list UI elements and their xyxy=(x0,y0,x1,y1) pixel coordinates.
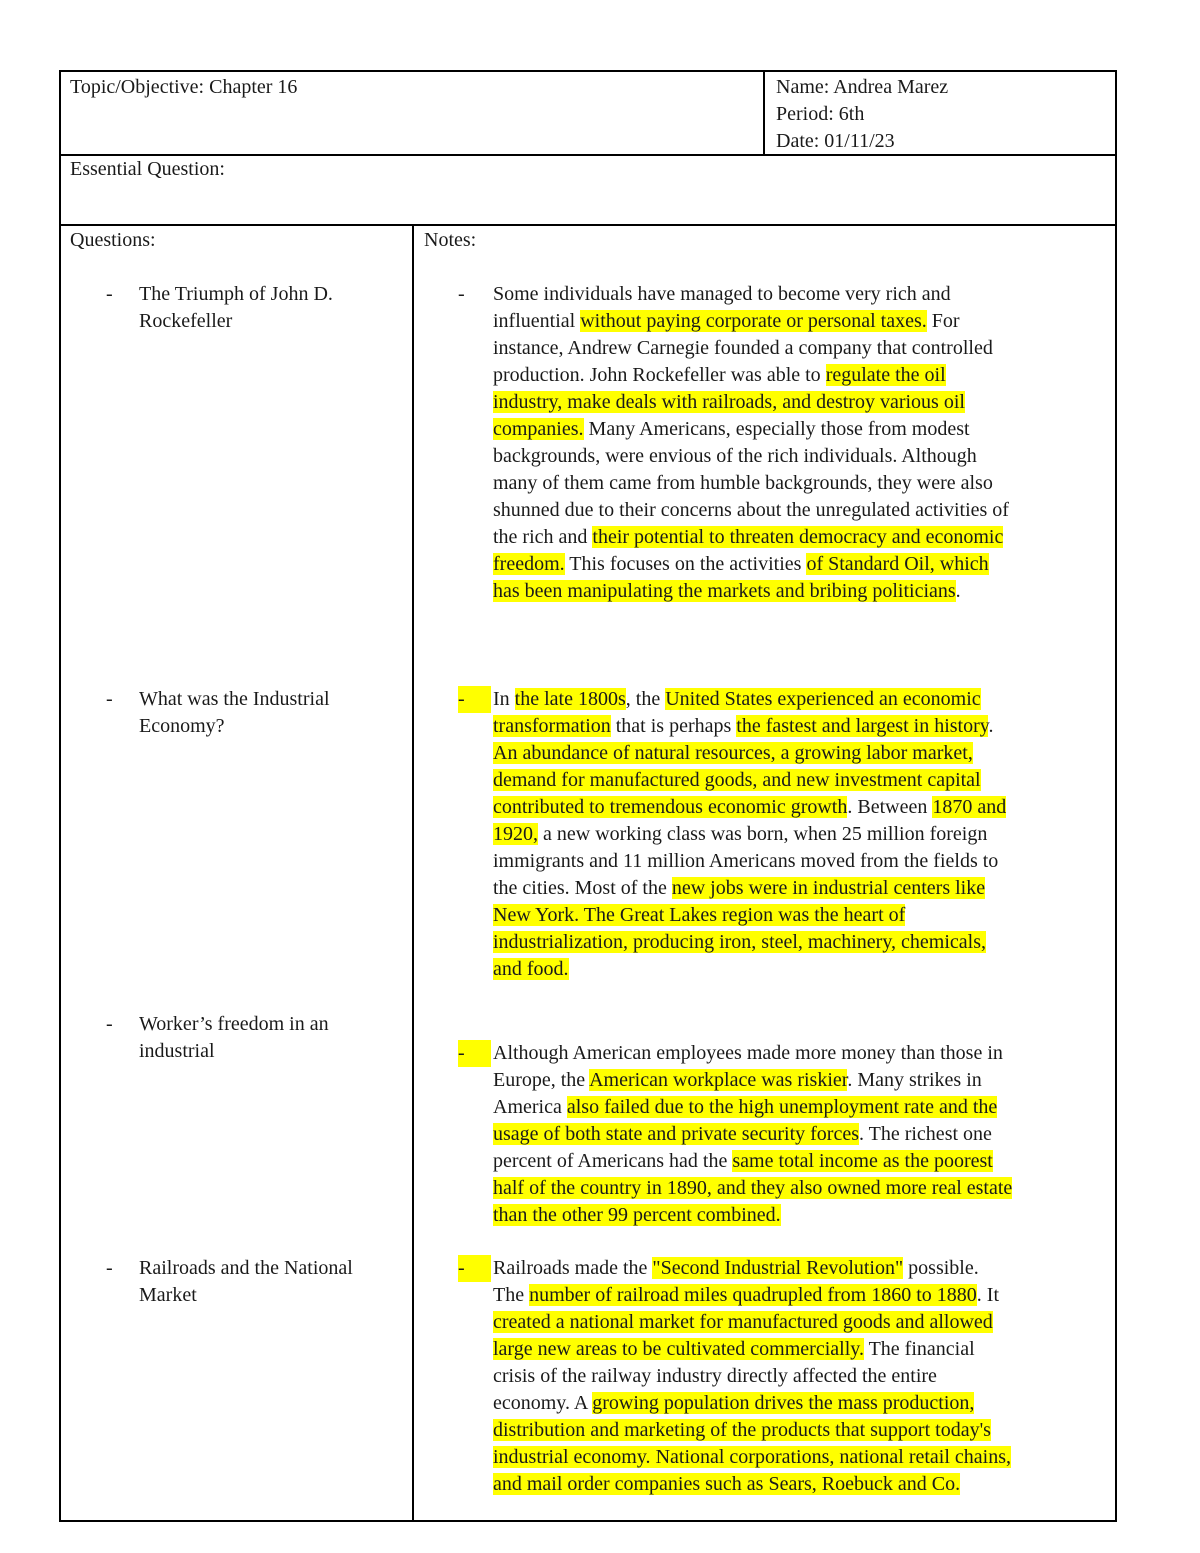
note-text-run: , the xyxy=(625,688,666,710)
highlighted-text: industrialization, producing iron, steel, machinery, chemicals, xyxy=(493,931,986,953)
note-line xyxy=(493,740,1113,767)
note-line xyxy=(493,281,1113,308)
highlighted-text: and mail order companies such as Sears, Roebuck and Co. xyxy=(493,1473,961,1495)
note-line xyxy=(493,335,1113,362)
bullet-dash: - xyxy=(458,283,465,305)
note-line xyxy=(493,1067,1113,1094)
note-text-run: . Between xyxy=(847,796,933,818)
bullet-dash: - xyxy=(458,686,491,713)
note-text-run: Many Americans, especially those from modest xyxy=(583,418,970,440)
note-text-run: . It xyxy=(976,1284,999,1306)
highlighted-text: and food. xyxy=(493,958,569,980)
highlighted-text: industry, make deals with railroads, and destroy various oil xyxy=(493,391,965,413)
highlighted-text: half of the country in 1890, and they also owned more real estate xyxy=(493,1177,1013,1199)
note-text-run: . xyxy=(988,715,994,737)
highlighted-text: transformation xyxy=(493,715,611,737)
note-text-run: Some individuals have managed to become very rich and xyxy=(493,283,951,305)
note-line xyxy=(493,497,1113,524)
note-text-run: The xyxy=(493,1284,530,1306)
note-line xyxy=(493,1148,1113,1175)
highlighted-text: An abundance of natural resources, a growing labor market, xyxy=(493,742,973,764)
bullet-dash: - xyxy=(458,1040,491,1067)
note-text-run: . xyxy=(955,580,961,602)
question-text: Worker’s freedom in an industrial xyxy=(139,1013,329,1062)
highlighted-text: the late 1800s xyxy=(514,688,626,710)
note-line xyxy=(493,308,1113,335)
bullet-dash: - xyxy=(106,283,113,305)
highlighted-text: also failed due to the high unemployment rate and the xyxy=(566,1096,998,1118)
notes-label: Notes: xyxy=(424,229,477,251)
note-line xyxy=(493,794,1113,821)
highlighted-text: American workplace was riskier xyxy=(589,1069,848,1091)
note-line xyxy=(493,578,1113,605)
bullet-dash: - xyxy=(458,1255,491,1282)
note-line xyxy=(493,1282,1113,1309)
note-line xyxy=(493,1175,1113,1202)
highlighted-text: National corporations, national retail chains, xyxy=(650,1446,1012,1468)
topic-objective: Topic/Objective: Chapter 16 xyxy=(70,76,298,98)
bullet-dash: - xyxy=(106,1013,113,1035)
note-line xyxy=(493,1390,1113,1417)
note-text-run: backgrounds, were envious of the rich individuals. Although xyxy=(493,445,977,467)
note-text-run: percent of Americans had the xyxy=(493,1150,733,1172)
questions-label: Questions: xyxy=(70,229,156,251)
highlighted-text: their potential to threaten democracy and economic xyxy=(592,526,1004,548)
highlighted-text: freedom. xyxy=(493,553,565,575)
note-text-run: the cities. Most of the xyxy=(493,877,672,899)
question-text: The Triumph of John D. Rockefeller xyxy=(139,283,333,332)
note-text xyxy=(493,686,1113,983)
note-line xyxy=(493,416,1113,443)
note-text-run: Railroads made the xyxy=(493,1257,653,1279)
highlighted-text: demand for manufactured goods, and new investment capital xyxy=(493,769,981,791)
highlighted-text: without paying corporate or personal taxes. xyxy=(580,310,927,332)
note-line xyxy=(493,713,1113,740)
note-text-run: shunned due to their concerns about the unregulated activities of xyxy=(493,499,1009,521)
note-text xyxy=(493,281,1113,605)
note-text-run: . Many strikes in xyxy=(847,1069,982,1091)
highlighted-text: has been manipulating the markets and bribing politicians xyxy=(493,580,956,602)
note-line xyxy=(493,1121,1113,1148)
note-line xyxy=(493,443,1113,470)
highlighted-text: the fastest and largest in history xyxy=(736,715,989,737)
highlighted-text: regulate the oil xyxy=(825,364,946,386)
header-column-divider xyxy=(763,72,765,154)
note-text-run: many of them came from humble backgrounds, they were also xyxy=(493,472,993,494)
highlighted-text: same total income as the poorest xyxy=(732,1150,993,1172)
note-text-run: For xyxy=(926,310,960,332)
note-line xyxy=(493,821,1113,848)
note-line xyxy=(493,1255,1113,1282)
note-line xyxy=(493,1336,1113,1363)
note-text-run: possible. xyxy=(903,1257,979,1279)
note-line xyxy=(493,767,1113,794)
notes-column-divider xyxy=(412,224,414,1520)
highlighted-text: New York. The Great Lakes region was the heart of xyxy=(493,904,906,926)
note-line xyxy=(493,875,1113,902)
note-text-run: economy. A xyxy=(493,1392,593,1414)
note-text xyxy=(493,1040,1113,1229)
highlighted-text: "Second Industrial Revolution" xyxy=(652,1257,904,1279)
question-text: What was the Industrial Economy? xyxy=(139,688,330,737)
note-text-run: America xyxy=(493,1096,567,1118)
highlighted-text: usage of both state and private security forces xyxy=(493,1123,859,1145)
student-name: Name: Andrea Marez xyxy=(776,76,949,98)
note-line xyxy=(493,1417,1113,1444)
highlighted-text: created a national market for manufactured goods and allowed xyxy=(493,1311,993,1333)
note-text-run: a new working class was born, when 25 million foreign xyxy=(538,823,988,845)
note-line xyxy=(493,362,1113,389)
note-text-run: the rich and xyxy=(493,526,593,548)
highlighted-text: than the other 99 percent combined. xyxy=(493,1204,781,1226)
note-line xyxy=(493,686,1113,713)
essential-question-label: Essential Question: xyxy=(70,158,225,180)
note-text-run: production. John Rockefeller was able to xyxy=(493,364,826,386)
highlighted-text: distribution and marketing of the products that support today's xyxy=(493,1419,991,1441)
note-line xyxy=(493,956,1113,983)
note-text-run: In xyxy=(493,688,515,710)
date: Date: 01/11/23 xyxy=(776,130,895,152)
note-text-run: This focuses on the activities xyxy=(564,553,807,575)
highlighted-text: contributed to tremendous economic growth xyxy=(493,796,848,818)
note-text-run: instance, Andrew Carnegie founded a company that controlled xyxy=(493,337,993,359)
highlighted-text: United States experienced an economic xyxy=(665,688,981,710)
note-line xyxy=(493,929,1113,956)
highlighted-text: new jobs were in industrial centers like xyxy=(671,877,986,899)
note-text-run: The financial xyxy=(863,1338,975,1360)
note-text-run: Although American employees made more money than those in xyxy=(493,1042,1003,1064)
note-line xyxy=(493,1094,1113,1121)
highlighted-text: number of railroad miles quadrupled from 1860 to 1880 xyxy=(529,1284,977,1306)
note-line xyxy=(493,551,1113,578)
highlighted-text: growing population drives the mass production, xyxy=(592,1392,975,1414)
bullet-dash: - xyxy=(106,1257,113,1279)
highlighted-text: 1870 and xyxy=(932,796,1007,818)
class-period: Period: 6th xyxy=(776,103,865,125)
note-line xyxy=(493,524,1113,551)
highlighted-text: large new areas to be cultivated commercially. xyxy=(493,1338,864,1360)
note-line xyxy=(493,1309,1113,1336)
note-line xyxy=(493,1471,1113,1498)
note-line xyxy=(493,1444,1113,1471)
note-text xyxy=(493,1255,1113,1498)
essential-question-divider xyxy=(61,224,1115,226)
note-text-run: crisis of the railway industry directly affected the entire xyxy=(493,1365,937,1387)
note-text-run: . The richest one xyxy=(858,1123,992,1145)
highlighted-text: 1920, xyxy=(493,823,538,845)
note-text-run: Europe, the xyxy=(493,1069,590,1091)
note-line xyxy=(493,1202,1113,1229)
highlighted-text: of Standard Oil, which xyxy=(806,553,989,575)
note-text-run: influential xyxy=(493,310,581,332)
note-line xyxy=(493,902,1113,929)
highlighted-text: industrial economy. xyxy=(493,1446,651,1468)
note-line xyxy=(493,1363,1113,1390)
note-line xyxy=(493,848,1113,875)
bullet-dash: - xyxy=(106,688,113,710)
note-text-run: immigrants and 11 million Americans moved from the fields to xyxy=(493,850,999,872)
highlighted-text: companies. xyxy=(493,418,584,440)
note-text-run: that is perhaps xyxy=(610,715,737,737)
note-line xyxy=(493,389,1113,416)
note-line xyxy=(493,470,1113,497)
note-line xyxy=(493,1040,1113,1067)
question-text: Railroads and the National Market xyxy=(139,1257,353,1306)
